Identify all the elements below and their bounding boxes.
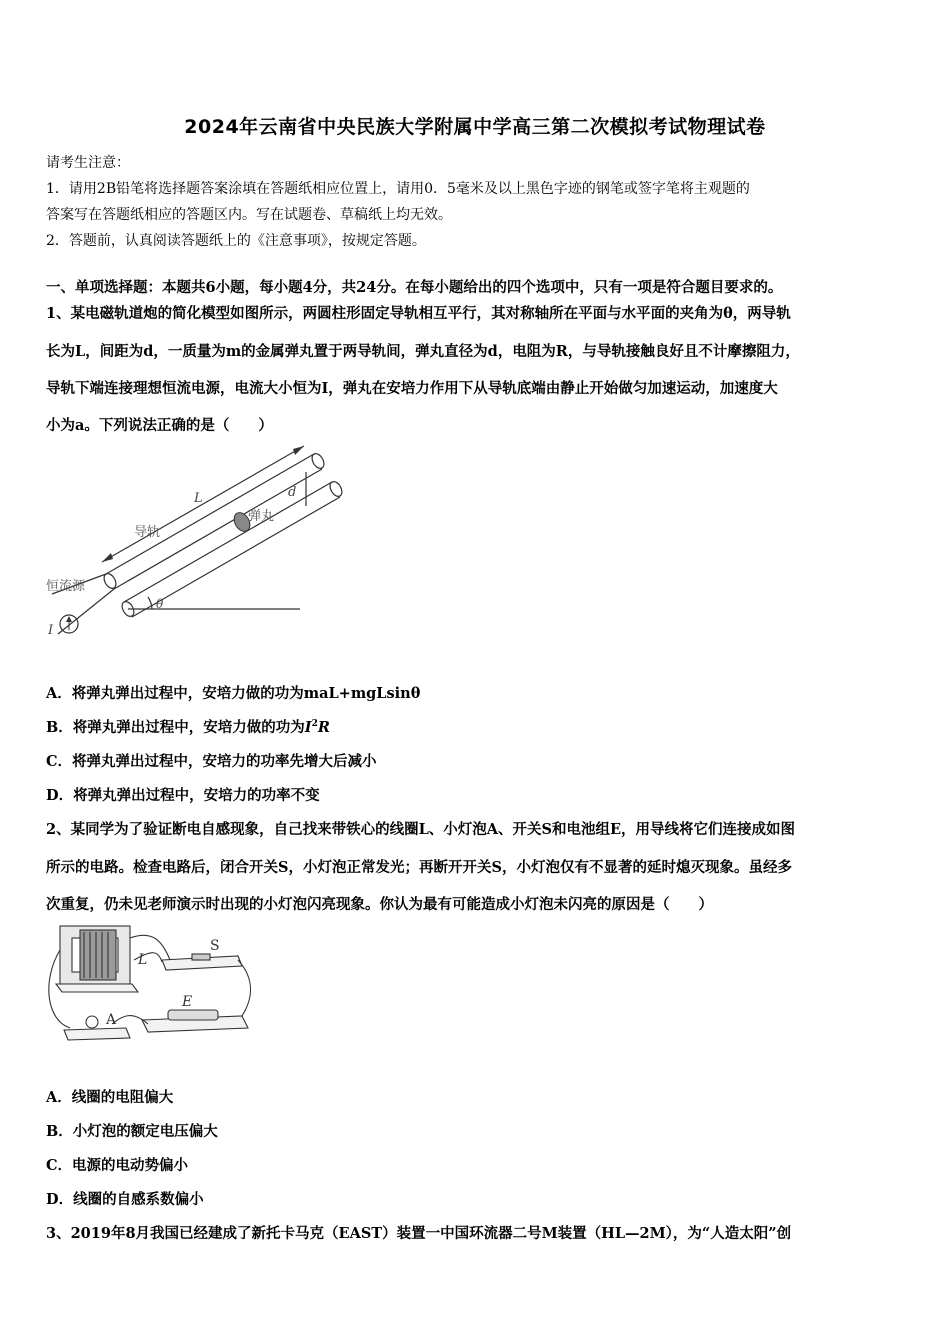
q1-option-c: C．将弹丸弹出过程中，安培力的功率先增大后减小 xyxy=(46,753,377,770)
label-rail: 导轨 xyxy=(134,525,161,540)
q1-option-b-text: B．将弹丸弹出过程中，安培力做的功为 xyxy=(46,719,305,736)
q1-option-d: D．将弹丸弹出过程中，安培力的功率不变 xyxy=(46,787,320,804)
q1-option-b-formula-i: I xyxy=(304,719,312,736)
q2-line-1: 2、某同学为了验证断电自感现象，自己找来带铁心的线圈L、小灯泡A、开关S和电池组E，用导线将它们连接成如图 xyxy=(46,821,796,838)
section-heading: 一、单项选择题：本题共6小题，每小题4分，共24分。在每小题给出的四个选项中，只有一项是符合题目要求的。 xyxy=(46,279,783,296)
label-L: L xyxy=(194,491,203,506)
label-E: E xyxy=(182,994,193,1010)
q2-option-a: A．线圈的电阻偏大 xyxy=(46,1089,174,1106)
label-coil-L: L xyxy=(138,952,148,968)
q1-line-4: 小为a。下列说法正确的是（ ） xyxy=(46,417,273,434)
notice-item-1-line-1: 1．请用2B铅笔将选择题答案涂填在答题纸相应位置上，请用0．5毫米及以上黑色字迹的钢笔或签字笔将主观题的 xyxy=(46,181,750,197)
label-projectile: 弹丸 xyxy=(248,509,275,524)
label-theta: θ xyxy=(156,597,164,611)
notice-heading: 请考生注意： xyxy=(46,155,130,171)
label-d: d xyxy=(288,485,297,500)
label-A: A xyxy=(106,1012,117,1028)
q3-line-1: 3、2019年8月我国已经建成了新托卡马克（EAST）装置一中国环流器二号M装置（HL—2M），为“人造太阳”创 xyxy=(46,1225,792,1242)
exam-title: 2024年云南省中央民族大学附属中学高三第二次模拟考试物理试卷 xyxy=(184,116,766,138)
label-I: I xyxy=(48,623,54,638)
q1-line-1: 1、某电磁轨道炮的简化模型如图所示，两圆柱形固定导轨相互平行，其对称轴所在平面与水平面的夹角为θ，两导轨 xyxy=(46,305,791,322)
q1-line-2: 长为L，间距为d，一质量为m的金属弹丸置于两导轨间，弹丸直径为d，电阻为R，与导轨接触良好且不计摩擦阻力， xyxy=(46,343,800,360)
q2-line-2: 所示的电路。检查电路后，闭合开关S，小灯泡正常发光；再断开开关S，小灯泡仅有不显著的延时熄灭现象。虽经多 xyxy=(46,859,792,876)
notice-item-1-line-2: 答案写在答题纸相应的答题区内。写在试题卷、草稿纸上均无效。 xyxy=(46,207,452,223)
label-current-source: 恒流源 xyxy=(46,579,86,594)
rail-gun-figure xyxy=(44,444,344,654)
q1-option-a: A．将弹丸弹出过程中，安培力做的功为maL+mgLsinθ xyxy=(46,685,421,702)
q1-option-b-formula-sup: 2 xyxy=(311,719,318,730)
circuit-figure xyxy=(42,920,262,1054)
q1-option-b-formula-r: R xyxy=(317,719,330,736)
q2-line-3: 次重复，仍未见老师演示时出现的小灯泡闪亮现象。你认为最有可能造成小灯泡未闪亮的原因是（ ） xyxy=(46,896,713,913)
label-S: S xyxy=(210,938,220,954)
q1-line-3: 导轨下端连接理想恒流电源，电流大小恒为I，弹丸在安培力作用下从导轨底端由静止开始做匀加速运动，加速度大 xyxy=(46,380,778,397)
notice-item-2: 2．答题前，认真阅读答题纸上的《注意事项》，按规定答题。 xyxy=(46,233,426,249)
q1-option-b xyxy=(46,716,330,737)
q2-option-d: D．线圈的自感系数偏小 xyxy=(46,1191,204,1208)
q2-option-b: B．小灯泡的额定电压偏大 xyxy=(46,1123,218,1140)
q2-option-c: C．电源的电动势偏小 xyxy=(46,1157,189,1174)
